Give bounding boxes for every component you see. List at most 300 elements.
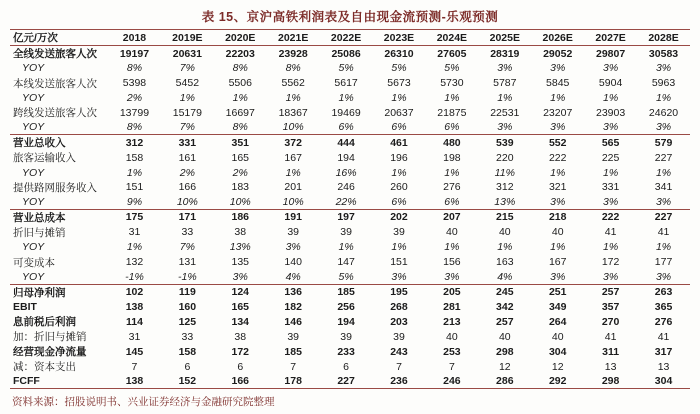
- cell-value: 166: [178, 181, 197, 194]
- cell-value: 41: [657, 330, 670, 343]
- cell-value: 8%: [126, 62, 143, 75]
- cell-value: 1%: [391, 91, 407, 104]
- cell-value: 5562: [281, 77, 305, 90]
- cell-value: 1%: [179, 91, 195, 104]
- cell-value: 3%: [603, 270, 619, 283]
- cell-value: 41: [604, 226, 617, 239]
- cell-value: 21875: [437, 106, 467, 119]
- cell-value: 341: [654, 181, 673, 194]
- cell-value: 15179: [172, 106, 202, 119]
- cell-value: 186: [214, 209, 267, 225]
- cell-value: 20637: [384, 106, 414, 119]
- cell-value: 357: [601, 300, 620, 313]
- cell-value: 539: [478, 135, 531, 151]
- cell-value: 1%: [285, 166, 301, 179]
- cell-value: 7%: [179, 121, 195, 134]
- cell-value: 131: [178, 256, 197, 269]
- cell-value: 114: [125, 315, 143, 328]
- row-label: YOY: [22, 270, 45, 283]
- year-header: 2019E: [161, 30, 214, 46]
- cell-value: -1%: [125, 270, 144, 283]
- cell-value: 7: [131, 360, 138, 373]
- cell-value: 349: [548, 300, 567, 313]
- year-header: 2022E: [320, 30, 373, 46]
- cell-value: 27605: [437, 47, 467, 60]
- cell-value: 3%: [497, 62, 513, 75]
- cell-value: 119: [161, 284, 214, 300]
- cell-value: 222: [584, 209, 637, 225]
- year-header: 2025E: [478, 30, 531, 46]
- table-header: [10, 30, 690, 46]
- cell-value: 276: [443, 181, 461, 194]
- cell-value: 22%: [335, 195, 357, 208]
- table-row: [10, 209, 690, 225]
- cell-value: 138: [125, 300, 144, 313]
- cell-value: 135: [231, 256, 250, 269]
- year-header: 2018: [108, 30, 161, 46]
- cell-value: 1%: [550, 91, 566, 104]
- row-label: 经营现金净流量: [13, 346, 87, 359]
- cell-value: 246: [443, 375, 461, 388]
- cell-value: 298: [601, 375, 620, 388]
- cell-value: 8%: [232, 62, 248, 75]
- cell-value: 147: [337, 256, 355, 269]
- cell-value: 185: [320, 284, 373, 300]
- cell-value: 165: [231, 151, 250, 164]
- cell-value: 160: [178, 300, 197, 313]
- cell-value: 10%: [176, 195, 198, 208]
- table-row: [10, 329, 690, 344]
- cell-value: 197: [320, 209, 373, 225]
- cell-value: 225: [601, 151, 620, 164]
- cell-value: 203: [390, 315, 408, 328]
- cell-value: 8%: [126, 121, 143, 134]
- cell-value: 1%: [655, 166, 672, 179]
- cell-value: 5673: [387, 77, 411, 90]
- cell-value: 1%: [126, 241, 143, 254]
- table-row: [10, 76, 690, 91]
- cell-value: 292: [548, 375, 567, 388]
- cell-value: 167: [548, 256, 567, 269]
- row-label: 提供路网服务收入: [13, 181, 97, 194]
- cell-value: 26310: [384, 47, 414, 60]
- cell-value: 3%: [603, 62, 619, 75]
- cell-value: 243: [390, 345, 408, 358]
- cell-value: 3%: [655, 195, 672, 208]
- row-label: 息前税后利润: [13, 316, 76, 329]
- cell-value: 444: [320, 135, 373, 151]
- cell-value: 1%: [391, 166, 407, 179]
- cell-value: 182: [284, 300, 302, 313]
- header-row: [10, 30, 690, 46]
- unit-header: 亿元/万次: [10, 30, 108, 46]
- cell-value: 304: [548, 345, 567, 358]
- row-label: 营业总成本: [10, 209, 108, 225]
- cell-value: 276: [654, 315, 673, 328]
- row-label: 折旧与摊销: [13, 226, 66, 239]
- cell-value: 16%: [335, 166, 357, 179]
- cell-value: 6%: [391, 121, 407, 134]
- cell-value: 227: [654, 151, 673, 164]
- cell-value: 220: [496, 151, 514, 164]
- cell-value: 257: [584, 284, 637, 300]
- cell-value: 30583: [648, 47, 679, 60]
- cell-value: 3%: [603, 195, 619, 208]
- cell-value: 13%: [229, 241, 251, 254]
- cell-value: 10%: [282, 195, 304, 208]
- cell-value: 222: [548, 151, 567, 164]
- cell-value: 331: [601, 181, 620, 194]
- row-label: 旅客运输收入: [13, 152, 76, 165]
- cell-value: 12: [551, 360, 564, 373]
- row-label: 归母净利润: [10, 284, 108, 300]
- cell-value: 3%: [550, 270, 566, 283]
- row-label: YOY: [22, 121, 45, 134]
- cell-value: 22531: [490, 106, 520, 119]
- cell-value: 39: [287, 330, 300, 343]
- row-label: 营业总收入: [10, 135, 108, 151]
- cell-value: 31: [128, 226, 141, 239]
- table-row: [10, 344, 690, 359]
- cell-value: 1%: [497, 91, 513, 104]
- cell-value: 1%: [655, 91, 672, 104]
- cell-value: 1%: [603, 166, 619, 179]
- cell-value: 286: [496, 375, 514, 388]
- cell-value: 40: [551, 330, 564, 343]
- cell-value: 151: [390, 256, 408, 269]
- cell-value: 39: [393, 226, 405, 239]
- cell-value: 1%: [603, 241, 619, 254]
- forecast-table: [10, 29, 690, 389]
- cell-value: 19197: [119, 47, 150, 60]
- cell-value: 205: [425, 284, 478, 300]
- cell-value: 8%: [285, 62, 301, 75]
- cell-value: 5452: [175, 77, 200, 90]
- cell-value: 3%: [285, 241, 301, 254]
- cell-value: 10%: [282, 121, 304, 134]
- cell-value: 191: [267, 209, 320, 225]
- cell-value: 38: [234, 226, 247, 239]
- cell-value: 183: [231, 181, 250, 194]
- cell-value: 161: [178, 151, 197, 164]
- table-row: [10, 165, 690, 180]
- cell-value: 201: [284, 181, 302, 194]
- table-row: [10, 120, 690, 135]
- table-row: [10, 61, 690, 76]
- row-label: 跨线发送旅客人次: [13, 107, 97, 120]
- row-label: YOY: [22, 91, 45, 104]
- cell-value: 5730: [440, 77, 464, 90]
- cell-value: 1%: [655, 241, 672, 254]
- cell-value: 175: [108, 209, 161, 225]
- cell-value: 167: [284, 151, 302, 164]
- row-label: 可变成本: [13, 256, 55, 269]
- year-header: 2020E: [214, 30, 267, 46]
- cell-value: 23903: [596, 106, 626, 119]
- cell-value: 33: [181, 330, 194, 343]
- cell-value: 1%: [338, 91, 354, 104]
- cell-value: 196: [390, 151, 408, 164]
- cell-value: 24620: [648, 106, 679, 119]
- cell-value: 5%: [391, 62, 407, 75]
- cell-value: 163: [496, 256, 514, 269]
- cell-value: 5%: [338, 62, 354, 75]
- cell-value: 6: [343, 360, 349, 373]
- cell-value: 202: [373, 209, 426, 225]
- cell-value: 40: [446, 226, 458, 239]
- cell-value: 233: [337, 345, 355, 358]
- table-row: [10, 180, 690, 195]
- cell-value: 3%: [655, 62, 672, 75]
- cell-value: 13: [604, 360, 617, 373]
- cell-value: 20631: [172, 47, 202, 60]
- year-header: 2024E: [425, 30, 478, 46]
- table-row: [10, 46, 690, 62]
- cell-value: 311: [602, 345, 620, 358]
- cell-value: 185: [284, 345, 302, 358]
- cell-value: 256: [337, 300, 355, 313]
- table-row: [10, 195, 690, 210]
- cell-value: 7: [290, 360, 297, 373]
- cell-value: 1%: [603, 91, 619, 104]
- year-header: 2021E: [267, 30, 320, 46]
- cell-value: 3%: [550, 121, 566, 134]
- cell-value: 3%: [550, 195, 566, 208]
- cell-value: 171: [161, 209, 214, 225]
- cell-value: 342: [496, 300, 514, 313]
- cell-value: 22203: [225, 47, 255, 60]
- table-row: [10, 270, 690, 285]
- cell-value: -1%: [178, 270, 197, 283]
- cell-value: 461: [373, 135, 426, 151]
- cell-value: 194: [337, 151, 355, 164]
- cell-value: 4%: [285, 270, 301, 283]
- cell-value: 23207: [543, 106, 573, 119]
- cell-value: 207: [425, 209, 478, 225]
- cell-value: 39: [287, 226, 300, 239]
- cell-value: 1%: [232, 91, 248, 104]
- cell-value: 2%: [179, 166, 195, 179]
- cell-value: 28319: [490, 47, 520, 60]
- cell-value: 1%: [550, 166, 566, 179]
- cell-value: 480: [425, 135, 478, 151]
- cell-value: 10%: [229, 195, 251, 208]
- cell-value: 5963: [651, 77, 676, 90]
- cell-value: 39: [340, 330, 352, 343]
- cell-value: 5787: [493, 77, 517, 90]
- cell-value: 3%: [655, 270, 672, 283]
- cell-value: 134: [231, 315, 250, 328]
- cell-value: 2%: [232, 166, 248, 179]
- cell-value: 6%: [391, 195, 407, 208]
- cell-value: 1%: [285, 91, 301, 104]
- cell-value: 156: [443, 256, 461, 269]
- row-label: EBIT: [13, 300, 37, 313]
- cell-value: 152: [178, 375, 197, 388]
- cell-value: 38: [234, 330, 247, 343]
- cell-value: 140: [284, 256, 302, 269]
- cell-value: 29052: [543, 47, 573, 60]
- cell-value: 260: [390, 181, 408, 194]
- cell-value: 40: [551, 226, 564, 239]
- year-header: 2026E: [531, 30, 584, 46]
- cell-value: 298: [496, 345, 514, 358]
- cell-value: 146: [284, 315, 302, 328]
- table-title: 表 15、京沪高铁利润表及自由现金流预测-乐观预测: [201, 10, 499, 24]
- cell-value: 5%: [338, 270, 354, 283]
- row-label: 本线发送旅客人次: [13, 77, 97, 90]
- cell-value: 178: [284, 375, 302, 388]
- cell-value: 1%: [391, 241, 407, 254]
- cell-value: 151: [125, 181, 144, 194]
- cell-value: 7: [448, 360, 455, 373]
- cell-value: 365: [654, 300, 673, 313]
- cell-value: 215: [478, 209, 531, 225]
- cell-value: 40: [498, 226, 511, 239]
- cell-value: 227: [637, 209, 690, 225]
- cell-value: 19469: [331, 106, 361, 119]
- cell-value: 5506: [228, 77, 252, 90]
- cell-value: 31: [128, 330, 141, 343]
- table-row: [10, 135, 690, 151]
- cell-value: 245: [478, 284, 531, 300]
- cell-value: 1%: [497, 241, 513, 254]
- cell-value: 5%: [444, 62, 460, 75]
- cell-value: 6%: [444, 195, 460, 208]
- cell-value: 331: [161, 135, 214, 151]
- cell-value: 321: [548, 181, 567, 194]
- cell-value: 552: [531, 135, 584, 151]
- table-row: [10, 240, 690, 255]
- cell-value: 1%: [550, 241, 566, 254]
- cell-value: 213: [443, 315, 461, 328]
- cell-value: 41: [657, 226, 670, 239]
- cell-value: 194: [337, 315, 355, 328]
- cell-value: 172: [601, 256, 620, 269]
- row-label: YOY: [22, 166, 45, 179]
- row-label: 加：折旧与摊销: [13, 331, 87, 344]
- cell-value: 263: [637, 284, 690, 300]
- cell-value: 177: [654, 256, 673, 269]
- cell-value: 3%: [550, 62, 566, 75]
- cell-value: 1%: [338, 241, 354, 254]
- cell-value: 7: [396, 360, 402, 373]
- cell-value: 166: [231, 375, 250, 388]
- cell-value: 246: [337, 181, 355, 194]
- table-row: [10, 300, 690, 315]
- table-row: [10, 105, 690, 120]
- cell-value: 6%: [444, 121, 460, 134]
- cell-value: 5617: [334, 77, 358, 90]
- table-body: [10, 46, 690, 389]
- cell-value: 251: [531, 284, 584, 300]
- table-row: [10, 284, 690, 300]
- cell-value: 304: [654, 375, 673, 388]
- year-header: 2023E: [373, 30, 426, 46]
- cell-value: 12: [498, 360, 511, 373]
- row-label: YOY: [22, 195, 45, 208]
- row-label: 全线发送旅客人次: [13, 48, 97, 60]
- cell-value: 41: [604, 330, 617, 343]
- cell-value: 136: [267, 284, 320, 300]
- cell-value: 40: [498, 330, 511, 343]
- row-label: FCFF: [13, 375, 40, 388]
- cell-value: 4%: [497, 270, 513, 283]
- cell-value: 33: [181, 226, 194, 239]
- cell-value: 7%: [179, 62, 195, 75]
- cell-value: 138: [125, 375, 144, 388]
- cell-value: 6: [237, 360, 244, 373]
- cell-value: 172: [231, 345, 250, 358]
- cell-value: 158: [178, 345, 197, 358]
- table-row: [10, 225, 690, 240]
- cell-value: 40: [446, 330, 458, 343]
- row-label: 减：资本支出: [13, 361, 76, 374]
- cell-value: 565: [584, 135, 637, 151]
- cell-value: 1%: [444, 91, 460, 104]
- cell-value: 13799: [119, 106, 150, 119]
- cell-value: 11%: [494, 166, 515, 179]
- cell-value: 5845: [546, 77, 570, 90]
- cell-value: 3%: [232, 270, 248, 283]
- cell-value: 16697: [225, 106, 255, 119]
- table-row: [10, 91, 690, 106]
- cell-value: 5904: [598, 77, 623, 90]
- cell-value: 3%: [497, 121, 513, 134]
- cell-value: 25086: [331, 47, 361, 60]
- cell-value: 198: [443, 151, 461, 164]
- cell-value: 3%: [444, 270, 460, 283]
- cell-value: 124: [214, 284, 267, 300]
- cell-value: 9%: [126, 195, 143, 208]
- table-row: [10, 359, 690, 374]
- cell-value: 579: [637, 135, 690, 151]
- cell-value: 6: [184, 360, 191, 373]
- cell-value: 13%: [494, 195, 516, 208]
- cell-value: 39: [393, 330, 405, 343]
- cell-value: 236: [390, 375, 408, 388]
- cell-value: 145: [125, 345, 144, 358]
- table-row: [10, 150, 690, 165]
- cell-value: 281: [443, 300, 461, 313]
- cell-value: 218: [531, 209, 584, 225]
- cell-value: 7%: [179, 241, 195, 254]
- cell-value: 2%: [126, 91, 143, 104]
- cell-value: 264: [548, 315, 567, 328]
- source-note: 资料来源：招股说明书、兴业证券经济与金融研究院整理: [12, 396, 275, 409]
- cell-value: 1%: [126, 166, 143, 179]
- cell-value: 3%: [391, 270, 407, 283]
- cell-value: 132: [125, 256, 144, 269]
- cell-value: 165: [231, 300, 250, 313]
- cell-value: 23928: [278, 47, 308, 60]
- cell-value: 1%: [444, 241, 460, 254]
- cell-value: 312: [108, 135, 161, 151]
- cell-value: 3%: [603, 121, 619, 134]
- cell-value: 13: [657, 360, 670, 373]
- cell-value: 39: [340, 226, 352, 239]
- row-label: YOY: [22, 62, 45, 75]
- cell-value: 312: [496, 181, 514, 194]
- table-row: [10, 374, 690, 389]
- cell-value: 125: [178, 315, 197, 328]
- cell-value: 372: [267, 135, 320, 151]
- cell-value: 253: [443, 345, 461, 358]
- cell-value: 317: [654, 345, 673, 358]
- cell-value: 268: [390, 300, 408, 313]
- cell-value: 270: [601, 315, 620, 328]
- cell-value: 6%: [338, 121, 354, 134]
